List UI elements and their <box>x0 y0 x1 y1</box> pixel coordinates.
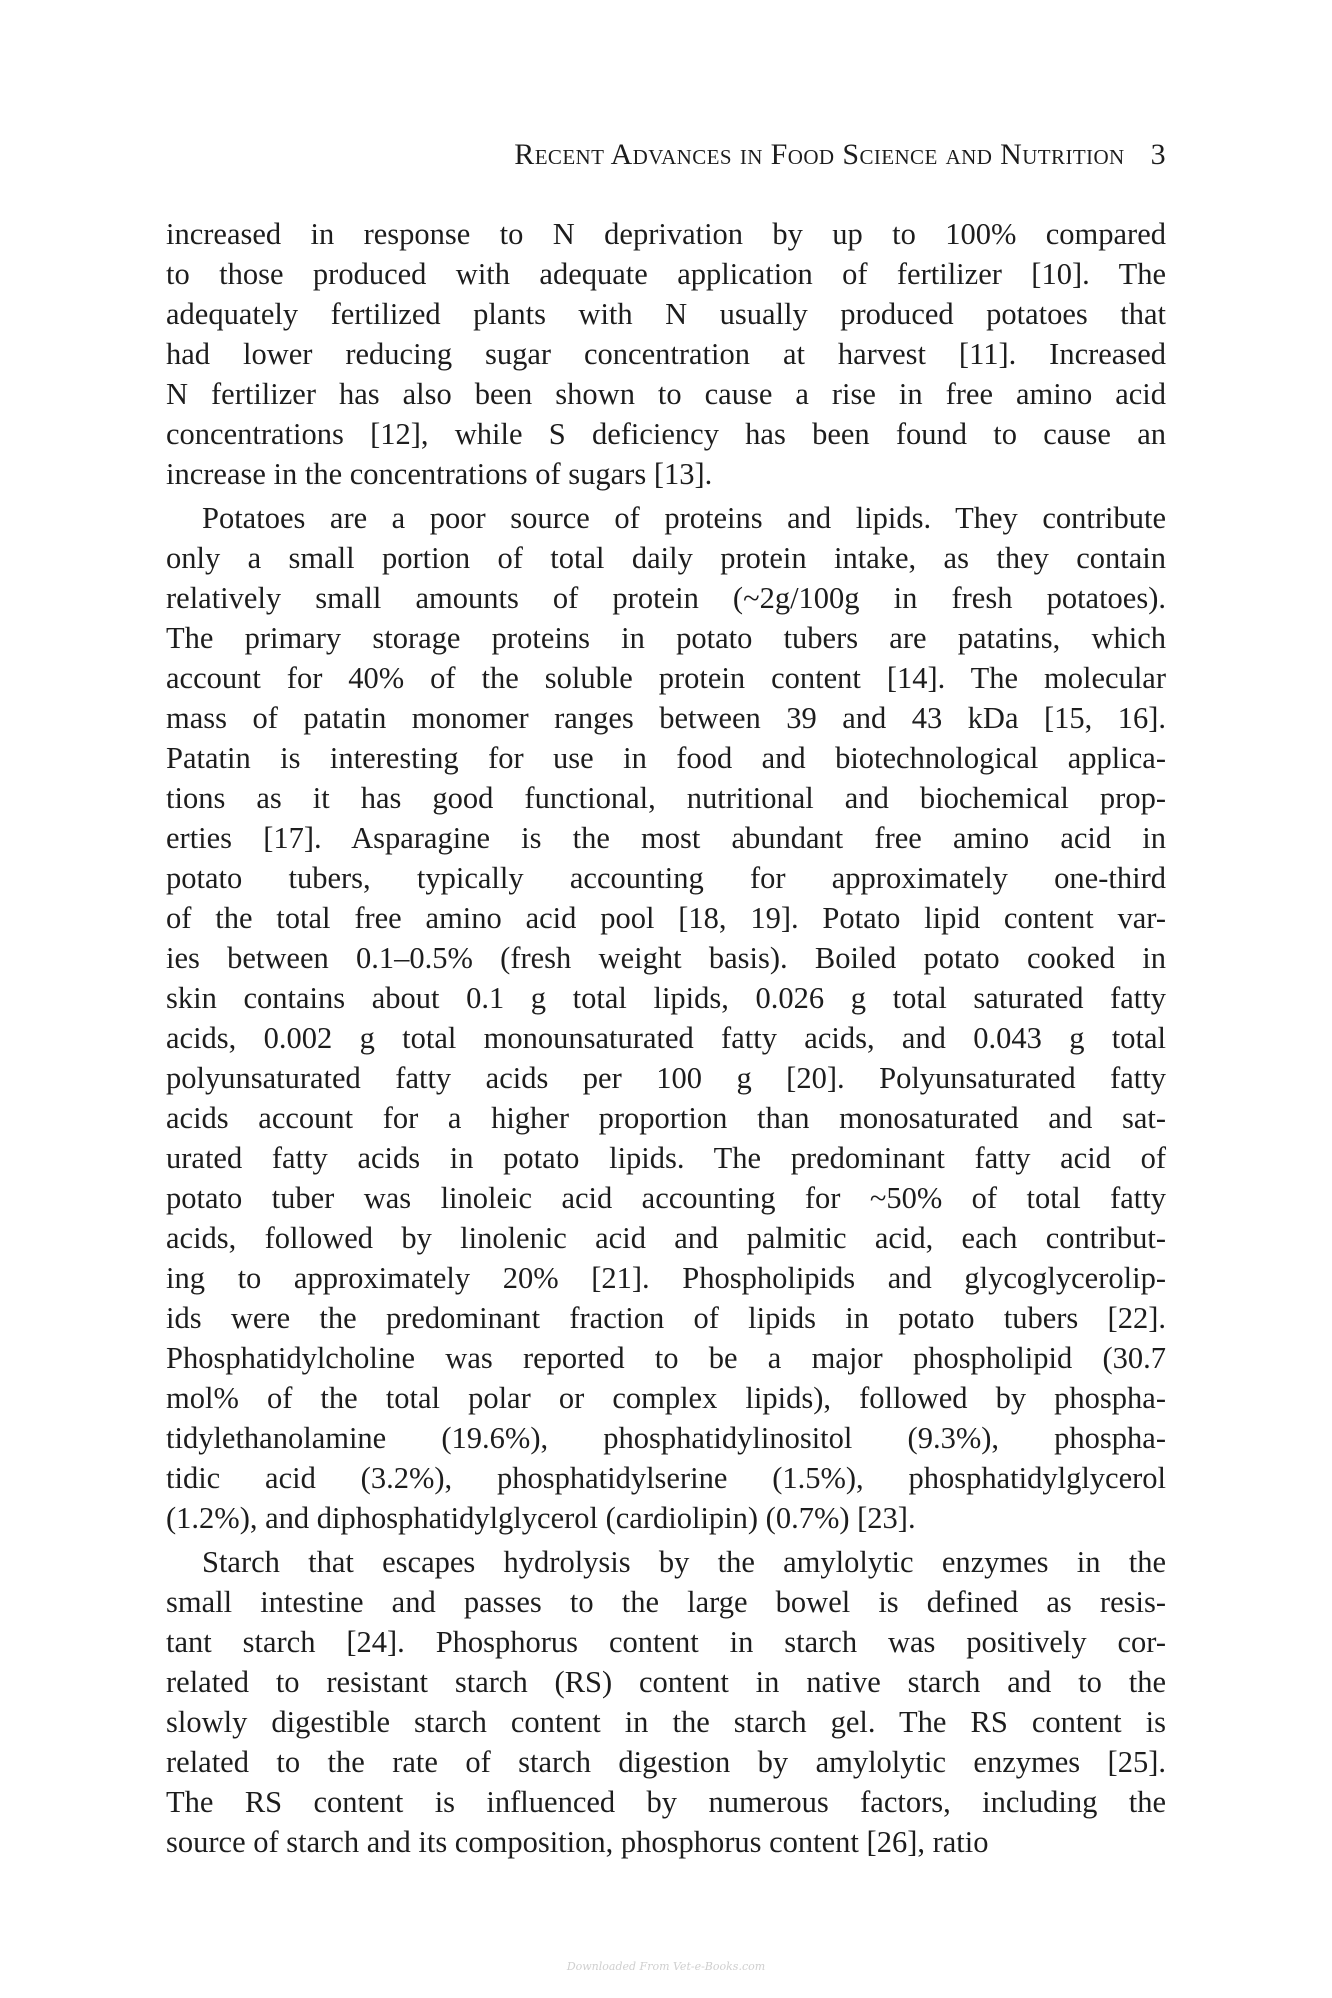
text-line: mol% of the total polar or complex lipids), followed by phospha- <box>166 1381 1166 1415</box>
text-line: concentrations [12], while S deficiency has been found to cause an <box>166 417 1166 451</box>
text-line: N fertilizer has also been shown to cause a rise in free amino acid <box>166 377 1166 411</box>
text-line: of the total free amino acid pool [18, 19]. Potato lipid content var- <box>166 901 1166 935</box>
text-line: adequately fertilized plants with N usually produced potatoes that <box>166 297 1166 331</box>
text-line: Patatin is interesting for use in food and biotechnological applica- <box>166 741 1166 775</box>
text-line: acids account for a higher proportion than monosaturated and sat- <box>166 1101 1166 1135</box>
text-line: urated fatty acids in potato lipids. The predominant fatty acid of <box>166 1141 1166 1175</box>
text-line: erties [17]. Asparagine is the most abundant free amino acid in <box>166 821 1166 855</box>
text-line: increase in the concentrations of sugars [13]. <box>166 457 713 491</box>
text-line: tant starch [24]. Phosphorus content in starch was positively cor- <box>166 1625 1166 1659</box>
text-line: Starch that escapes hydrolysis by the amylolytic enzymes in the <box>202 1545 1166 1579</box>
text-line: skin contains about 0.1 g total lipids, 0.026 g total saturated fatty <box>166 981 1166 1015</box>
text-line: had lower reducing sugar concentration at harvest [11]. Increased <box>166 337 1166 371</box>
text-line: ing to approximately 20% [21]. Phospholipids and glycoglycerolip- <box>166 1261 1166 1295</box>
running-head-title: Recent Advances in Food Science and Nutrition <box>514 138 1125 171</box>
running-head <box>166 138 1166 178</box>
text-line: tidic acid (3.2%), phosphatidylserine (1.5%), phosphatidylglycerol <box>166 1461 1166 1495</box>
text-line: ies between 0.1–0.5% (fresh weight basis). Boiled potato cooked in <box>166 941 1166 975</box>
text-line: slowly digestible starch content in the starch gel. The RS content is <box>166 1705 1166 1739</box>
body-text <box>166 214 1166 1862</box>
text-line: related to resistant starch (RS) content in native starch and to the <box>166 1665 1166 1699</box>
text-line: increased in response to N deprivation by up to 100% compared <box>166 217 1166 251</box>
text-line: to those produced with adequate application of fertilizer [10]. The <box>166 257 1166 291</box>
text-line: source of starch and its composition, phosphorus content [26], ratio <box>166 1825 989 1859</box>
watermark: Downloaded From Vet-e-Books.com <box>566 1960 766 1973</box>
text-line: (1.2%), and diphosphatidylglycerol (cardiolipin) (0.7%) [23]. <box>166 1501 916 1535</box>
text-line: ids were the predominant fraction of lipids in potato tubers [22]. <box>166 1301 1166 1335</box>
text-line: mass of patatin monomer ranges between 39 and 43 kDa [15, 16]. <box>166 701 1166 735</box>
text-line: small intestine and passes to the large bowel is defined as resis- <box>166 1585 1166 1619</box>
text-line: Phosphatidylcholine was reported to be a major phospholipid (30.7 <box>166 1341 1166 1375</box>
text-line: The RS content is influenced by numerous factors, including the <box>166 1785 1166 1819</box>
text-line: polyunsaturated fatty acids per 100 g [20]. Polyunsaturated fatty <box>166 1061 1166 1095</box>
text-line: only a small portion of total daily protein intake, as they contain <box>166 541 1166 575</box>
text-line: The primary storage proteins in potato tubers are patatins, which <box>166 621 1166 655</box>
paragraph <box>166 498 1166 1538</box>
text-line: related to the rate of starch digestion by amylolytic enzymes [25]. <box>166 1745 1166 1779</box>
text-line: account for 40% of the soluble protein content [14]. The molecular <box>166 661 1166 695</box>
text-line: potato tubers, typically accounting for approximately one-third <box>166 861 1166 895</box>
text-line: Potatoes are a poor source of proteins and lipids. They contribute <box>202 501 1166 535</box>
text-line: potato tuber was linoleic acid accounting for ~50% of total fatty <box>166 1181 1166 1215</box>
text-line: acids, 0.002 g total monounsaturated fatty acids, and 0.043 g total <box>166 1021 1166 1055</box>
text-line: tidylethanolamine (19.6%), phosphatidylinositol (9.3%), phospha- <box>166 1421 1166 1455</box>
page-number: 3 <box>1150 138 1166 171</box>
paragraph <box>166 1542 1166 1862</box>
text-line: acids, followed by linolenic acid and palmitic acid, each contribut- <box>166 1221 1166 1255</box>
book-page <box>166 0 1166 1998</box>
text-line: tions as it has good functional, nutritional and biochemical prop- <box>166 781 1166 815</box>
paragraph <box>166 214 1166 494</box>
text-line: relatively small amounts of protein (~2g/100g in fresh potatoes). <box>166 581 1166 615</box>
